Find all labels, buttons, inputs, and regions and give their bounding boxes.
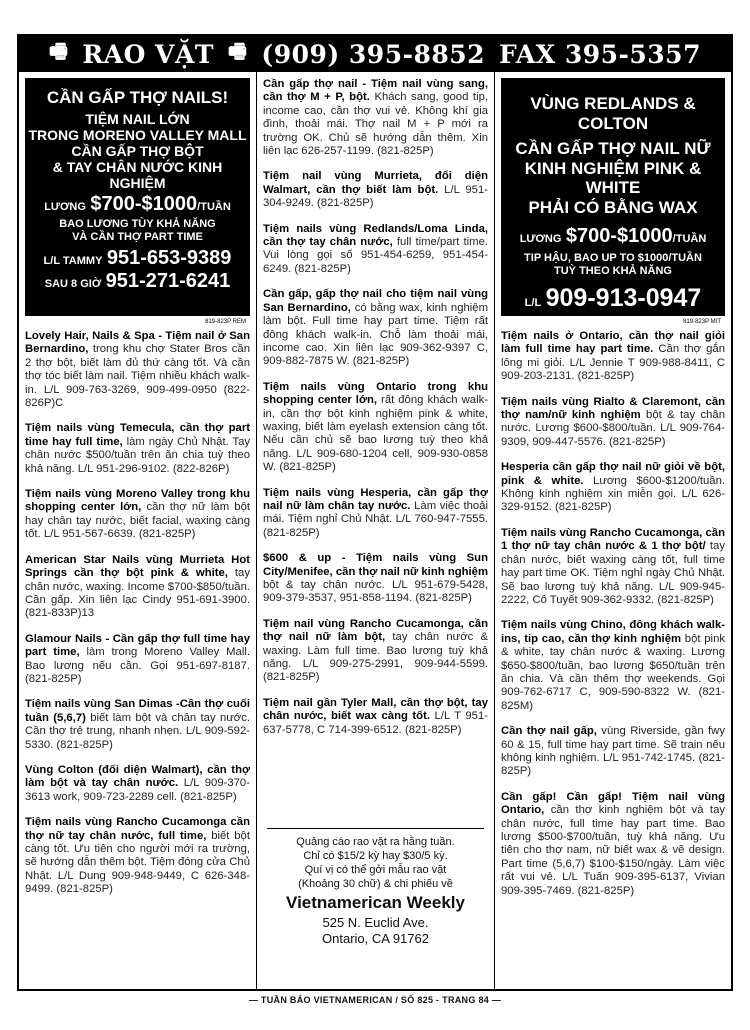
box2-salary: $700-$1000 [565,225,673,248]
ad-headline: American Star Nails vùng Murrieta Hot Springs cần thợ bột pink & white, [25,553,250,580]
box2-phone: 909-913-0947 [545,283,702,312]
ad-body: L/L 909-370-3613 work, 909-723-2289 cell. (821-825P) [25,777,250,803]
box1-contact-label: L/L TAMMY [43,255,103,268]
ad-body: bột pink & white, tay chân nước & waxing. Lương $650-$800/tuần, bao lương $650/tuần trên ăn chia. Và cần thêm thợ weekends. Gọi 909-762-6717 C, 909-590-8322 W. (821-825M) [501,632,725,712]
publisher-name: Vietnamerican Weekly [286,893,465,912]
box1-phone: 951-653-9389 [106,247,232,270]
fax-icon: 🖷 [49,39,69,63]
ad-body: Khách sang, good tip, income cao, cần thợ vui vẻ. Không khí gia đình, thoải mái. Thợ nail M + P mới ra trường OK. Chủ sẽ hướng dẫn thêm. Xin liên lạc 626-257-1199. (821-825P) [263,91,488,158]
ad-headline: Tiệm nails vùng Redlands/Loma Linda, cần thợ tay chân nước, [263,222,488,249]
ad-list [25,330,250,897]
ad-headline: Tiệm nails vùng Temecula, cần thợ part time hay full time, [25,422,250,448]
ad-list [501,330,725,898]
ad-body: tay chân nước, biết waxing càng tốt, full time hay part time OK. Tiệm nghỉ ngày Chủ Nhật. Sẽ bao lương tuỳ khả năng. L/L 909-945-2222, Cô Tuyết 909-362-9332. (821-825P) [501,540,725,606]
box2-line: VÙNG REDLANDS & COLTON [530,94,696,133]
column-3 [495,72,731,989]
classified-ad [25,330,250,410]
ad-body: cần thợ nữ làm bột hay chân tay nước, biết facial, waxing càng tốt. L/L 951-567-6639. (821-825P) [25,501,251,541]
box2-line: TIP HẬU, BAO UP TO $1000/TUẦN [524,252,702,265]
info-line: Quảng cáo rao vặt ra hằng tuần. [296,836,455,848]
classified-ad [501,527,725,607]
classified-ad [263,170,488,210]
ad-body: Làm việc thoải mái. Tiệm nghỉ Chủ Nhật. L/L 760-947-7555. (821-825P) [263,499,488,539]
box1-line: CẦN GẤP THỢ BỘT [71,142,204,159]
classified-ad [263,381,488,475]
box1-line: CẦN GẤP THỢ NAILS! [46,88,229,107]
publisher-city: Ontario, CA 91762 [322,931,429,946]
classified-ad [501,791,725,898]
box2-salary-label: LƯƠNG [519,233,562,246]
ad-headline: Vùng Colton (đối diện Walmart), cần thợ làm bột và tay chân nước. [25,763,250,790]
classifieds-page [17,34,733,991]
ad-body: tay chân nước, waxing. Income $700-$850/tuần. Cần gấp. Xin liên lạc Cindy 951-691-3900. (821-833P)13 [25,567,250,620]
box2-line: KINH NGHIỆM PINK & WHITE [524,158,702,198]
box2-line: PHẢI CÓ BẰNG WAX [528,197,698,217]
box1-line: TIỆM NAIL LỚN [85,110,190,127]
ad-body: trong khu chợ Stater Bros cần 2 thợ bột, biết làm đủ thứ càng tốt. Và cần thợ tóc biết làm nail. Tiệm nhiều khách walk-in. L/L 909-763-3269, 909-499-0950 (822-826P)C [25,343,250,410]
box1-contact-label: SAU 8 GIỜ [44,278,102,291]
ad-body: Lương $600-$1200/tuần. Không kinh nghiệm xin miễn gọi. L/L 626-329-9152. (821-825P) [501,474,725,514]
header-title: RAO VẶT [82,39,214,69]
box1-salary-unit: /TUẦN [197,201,231,214]
display-ad-redlands-colton [501,78,725,325]
ad-headline: Tiệm nails ở Ontario, cần thợ nail giỏi làm full time hay part time. [501,330,725,356]
ad-body: tay chân nước & waxing. Làm full time. Bao lương tuỳ khả năng. L/L 909-275-2991, 909-944-5599. (821-825P) [263,631,488,684]
box2-line: CẦN GẤP THỢ NAIL NỮ [515,139,711,159]
ad-headline: Tiệm nails vùng Rialto & Claremont, cần thợ nam/nữ kinh nghiệm [501,395,725,422]
info-line: Quí vị có thể gởi mẫu rao vặt [304,864,447,876]
classified-ad [25,488,250,542]
display-ad-moreno-valley [25,78,250,325]
box2-salary-unit: /TUẦN [672,233,707,246]
ad-headline: Tiệm nails vùng Ontario trong khu shopping center lớn, [263,380,488,407]
classified-ad [263,78,488,158]
box2-contact-label: L/L [524,296,542,309]
box1-line: BAO LƯƠNG TÙY KHẢ NĂNG [59,218,216,231]
ad-headline: Cần gấp, gấp thợ nail cho tiệm nail vùng San Bernardino, [263,288,488,314]
classified-ad [25,422,250,476]
ad-body: bột & tay chân nước. L/L 951-679-5428, 909-379-3537, 951-858-1194. (821-825P) [263,579,488,605]
classified-ad [501,725,725,779]
ad-body: có bằng wax, kinh nghiệm làm bột. Full time hay part time. Tiệm rất đông khách walk-in. Chỗ làm thoải mái, income cao. Xin liên lạc 909-362-9397 C, 909-882-7875 W. (821-825P) [263,301,488,368]
ad-body: biết bột càng tốt. Ưu tiên cho người mới ra trường, sẽ hướng dẫn thêm bột. Tiệm đóng cửa Chủ Nhật. L/L Dung 909-948-9449, C 626-348-9499. (821-825P) [25,829,250,896]
box1-salary-label: LƯƠNG [44,201,86,214]
ad-code: 819-823P REM [205,319,246,325]
ad-body: cần thợ kinh nghiệm bột và tay chân nước, full time hay part time. Bao lương $500-$700/tuần, tuỳ khả năng. Ưu tiên cho thợ nam, nữ biết wax & vẽ design. Part time (5,6,7) $100-$150/ngày. Làm việc rất vui vẻ. L/L Tuấn 909-395-6137, Vivian 909-395-7469. (821-825P) [501,804,725,897]
classified-ad [263,223,488,277]
info-line: Chỉ có $15/2 kỳ hay $30/5 kỳ. [303,850,448,862]
classified-ad [263,552,488,606]
classified-ad [25,698,250,752]
ad-headline: Tiệm nails vùng Rancho Cucamonga, cần 1 thợ nữ tay chân nước & 1 thợ bột/ [501,526,725,553]
ad-body: biết làm bột và chân tay nước. Cần thợ trẻ trung, nhanh nhẹn. L/L 909-592-5330. (821-825P) [25,711,250,751]
ad-body: full time/part time. Vui lòng gọi số 951-454-6259, 951-454-6249. (821-825P) [263,236,488,275]
publisher-address: 525 N. Euclid Ave. [322,915,429,930]
classified-ad [25,816,250,896]
ad-headline: Tiệm nails vùng Chino, đông khách walk-ins, tip cao, cần thợ kinh nghiệm [501,619,725,645]
ad-headline: Cần gấp! Cần gấp! Tiệm nail vùng Ontario, [501,790,725,817]
classified-ad [263,487,488,541]
column-2 [257,72,495,989]
header-fax: FAX 395-5357 [499,39,701,69]
ad-headline: Glamour Nails - Cần gấp thợ full time hay part time, [25,632,250,659]
ad-body: bột & tay chân nước. Lương $600-$800/tuần. L/L 909-764-9309, 909-447-5576. (821-825P) [501,409,725,448]
box1-line: VÀ CẦN THỢ PART TIME [72,230,203,243]
ad-body: L/L T 951-637-5778, C 714-399-6512. (821-825P) [263,710,488,736]
ad-headline: Tiệm nails vùng San Dimas -Cần thợ cuối tuần (5,6,7) [25,698,250,724]
box1-line: TRONG MORENO VALLEY MALL [28,126,247,143]
info-line: (Khoảng 30 chữ) & chi phiếu về [298,878,453,890]
ad-headline: Tiệm nail vùng Murrieta, đối diện Walmart, cần thợ biết làm bột. [263,170,488,196]
box1-salary: $700-$1000 [90,193,198,216]
classified-ad [25,633,250,687]
classified-ad [263,697,488,737]
header-phone: (909) 395-8852 [261,39,486,69]
ad-headline: Lovely Hair, Nails & Spa - Tiệm nail ở San Bernardino, [25,330,250,356]
page-footer: — TUẦN BÁO VIETNAMERICAN / SỐ 825 - TRANG 84 — [248,995,502,1005]
classified-ad [501,461,725,515]
box1-phone: 951-271-6241 [105,270,231,293]
ad-headline: Cần thợ nail gấp, [501,725,597,738]
classified-ad [263,288,488,368]
classified-ad [501,396,725,450]
classified-ad [263,618,488,685]
column-1 [19,72,257,989]
ad-body: Cần thợ gắn lông mi giỏi. L/L Jennie T 909-988-8411, C 909-203-2131. (821-825P) [501,343,725,383]
ad-body: làm trong Moreno Valley Mall. Bao lương nếu cần. Gọi 951-697-8187. (821-825P) [25,646,250,685]
ad-headline: Tiệm nail gần Tyler Mall, cần thợ bột, tay chân nước, biết wax càng tốt. [263,696,488,723]
publisher-info [267,828,484,947]
header-bar [19,36,731,72]
ad-headline: $600 & up - Tiệm nails vùng Sun City/Menifee, cần thợ nail nữ kinh nghiệm [263,552,488,578]
classified-ad [501,330,725,384]
ad-headline: Tiệm nails vùng Rancho Cucamonga cần thợ nữ tay chân nước, full time, [25,816,250,842]
ad-headline: Hesperia cần gấp thợ nail nữ giỏi về bột, pink & white. [501,461,725,487]
classified-ad [25,554,250,621]
ad-body: làm ngày Chủ Nhật. Tay chân nước $500/tuần trên ăn chia tuỳ theo khả năng. L/L 951-296-9102. (822-826P) [25,435,250,475]
ad-list [263,78,488,737]
ad-headline: Tiệm nails vùng Hesperia, cần gấp thợ nail nữ làm chân tay nước. [263,486,488,512]
ad-headline: Tiệm nails vùng Moreno Valley trong khu shopping center lớn, [25,488,250,514]
ad-headline: Cần gấp thợ nail - Tiệm nail vùng sang, cần thợ M + P, bột. [263,78,488,104]
classified-ad [25,764,250,804]
ad-code: 819-823P MIT [683,319,721,325]
box2-line: TUỲ THEO KHẢ NĂNG [554,264,672,277]
fax-icon: 🖷 [227,39,248,63]
ad-body: L/L 951-304-9249. (821-825P) [263,183,488,210]
classified-ad [501,619,725,713]
box1-line: & TAY CHÂN NƯỚC KINH NGHIỆM [52,158,223,191]
ad-body: vùng Riverside, gần fwy 60 & 15, full time hay part time. Sẽ train nếu không kinh nghiệm. L/L 951-742-1745. (821-825P) [501,725,725,778]
ad-body: rất đông khách walk-in, cần thợ bột kinh nghiệm pink & white, waxing, biết làm eyelash extension càng tốt. Nếu cần chủ sẽ bao lương tuỳ theo khả năng. L/L 909-680-1204 cell, 909-930-0858 W. (821-825P) [263,394,488,474]
ad-headline: Tiệm nail vùng Rancho Cucamonga, cần thợ nail nữ làm bột, [263,617,488,644]
